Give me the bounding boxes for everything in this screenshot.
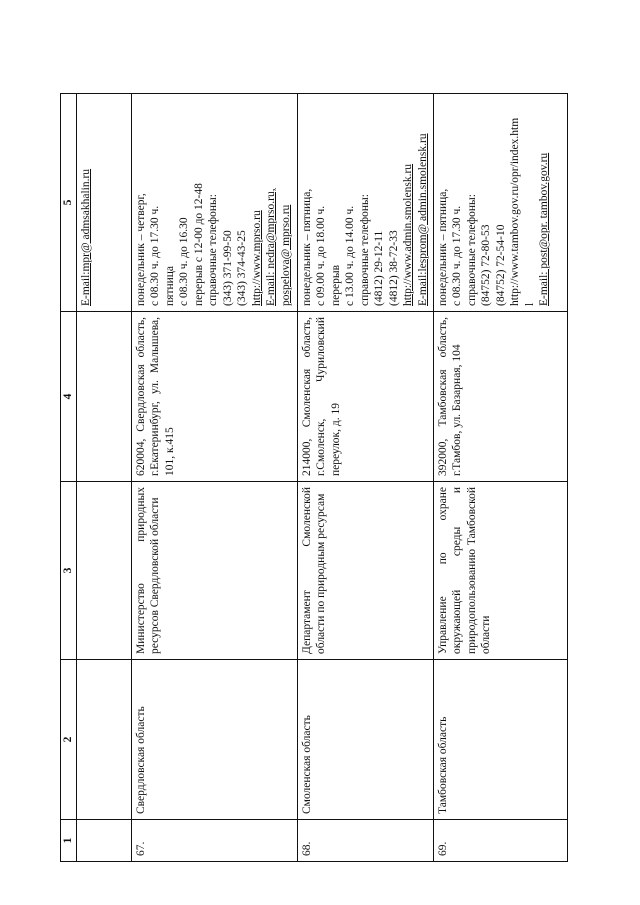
- row-number: 69.: [433, 820, 568, 862]
- contact-line: справочные телефоны:: [358, 194, 371, 306]
- contact-line: с 09.00 ч. до 18.00 ч.: [315, 205, 327, 306]
- contacts-table: [60, 93, 568, 862]
- contact-line: понедельник – четверг,: [134, 193, 147, 306]
- phone: (84752) 72-54-10: [494, 224, 507, 306]
- email-link[interactable]: E-mail:mpr@ admsakhalin.ru: [79, 168, 92, 306]
- contact-line: с 08.30 ч. до 17.30 ч.: [149, 205, 161, 306]
- contact-line: справочные телефоны:: [465, 194, 478, 306]
- column-header: 1: [61, 820, 77, 862]
- email-link[interactable]: pospelova@ mprso.ru: [279, 204, 292, 306]
- website-link[interactable]: http://www.tambov.gov.ru/opr/index.htm: [509, 117, 521, 306]
- phone: (343) 374-43-25: [236, 230, 248, 306]
- header-row: [61, 94, 77, 862]
- column-header: 4: [61, 312, 77, 482]
- row-number: 67.: [131, 820, 297, 862]
- cell-region: [76, 660, 131, 820]
- website-link[interactable]: http://www.admin.smolensk.ru: [402, 163, 414, 306]
- cell-address: [76, 312, 131, 482]
- website-link-continued[interactable]: l: [523, 302, 536, 306]
- address: 392000, Тамбовская область, г.Тамбов, ул. Базарная, 104: [433, 312, 568, 482]
- email-link[interactable]: E-mail: post@opr. tambov.gov.ru: [538, 152, 550, 306]
- contact-line: с 08.30 ч. до 17.30 ч.: [451, 205, 463, 306]
- contact-line: перерыв с 12-00 до 12-48: [192, 183, 205, 306]
- region-name: Свердловская область: [131, 660, 297, 820]
- region-name: Смоленская область: [297, 660, 433, 820]
- authority-name: Департамент Смоленской области по природным ресурсам: [297, 482, 433, 660]
- column-header: 5: [61, 94, 77, 312]
- email-link[interactable]: E-mail:lesprom@ admin.smolensk.ru: [416, 133, 429, 306]
- region-name: Тамбовская область: [433, 660, 568, 820]
- phone: (84752) 72-80-53: [480, 224, 492, 306]
- authority-name: Министерство природных ресурсов Свердловской области: [131, 482, 297, 660]
- authority-name: Управление по охране окружающей среды и природопользованию Тамбовской области: [433, 482, 568, 660]
- contacts-cell: [433, 94, 568, 312]
- contact-line: понедельник – пятница,: [436, 188, 449, 306]
- contact-line: пятница: [163, 265, 176, 306]
- address: 620004, Свердловская область, г.Екатеринбург, ул. Малышева, 101, к.415: [131, 312, 297, 482]
- contact-line: перерыв: [329, 264, 342, 306]
- continued-row: [76, 94, 131, 862]
- contact-line: справочные телефоны:: [207, 194, 219, 306]
- rotated-page: [60, 94, 568, 862]
- contact-line: понедельник – пятница,: [300, 188, 313, 306]
- cell-num: [76, 820, 131, 862]
- row-number: 68.: [297, 820, 433, 862]
- email-link[interactable]: E-mail: nedra@mprso.ru,: [265, 188, 277, 306]
- phone: (4812) 29-12-11: [373, 230, 385, 306]
- phone: (343) 371-99-50: [221, 230, 234, 306]
- contact-line: с 08.30 ч. до 16.30: [178, 217, 190, 306]
- table-row: [131, 94, 297, 862]
- contacts-cell: [297, 94, 433, 312]
- table-row: [297, 94, 433, 862]
- phone: (4812) 38-72-33: [387, 230, 400, 306]
- column-header: 3: [61, 482, 77, 660]
- contacts-cell: [131, 94, 297, 312]
- address: 214000, Смоленская область, г.Смоленск, Чуриловский переулок, д. 19: [297, 312, 433, 482]
- table-row: [433, 94, 568, 862]
- cell-body: [76, 482, 131, 660]
- cell-contacts: [76, 94, 131, 312]
- contact-line: с 13.00 ч. до 14.00 ч.: [344, 205, 356, 306]
- column-header: 2: [61, 660, 77, 820]
- website-link[interactable]: http://www.mprso.ru: [250, 210, 263, 306]
